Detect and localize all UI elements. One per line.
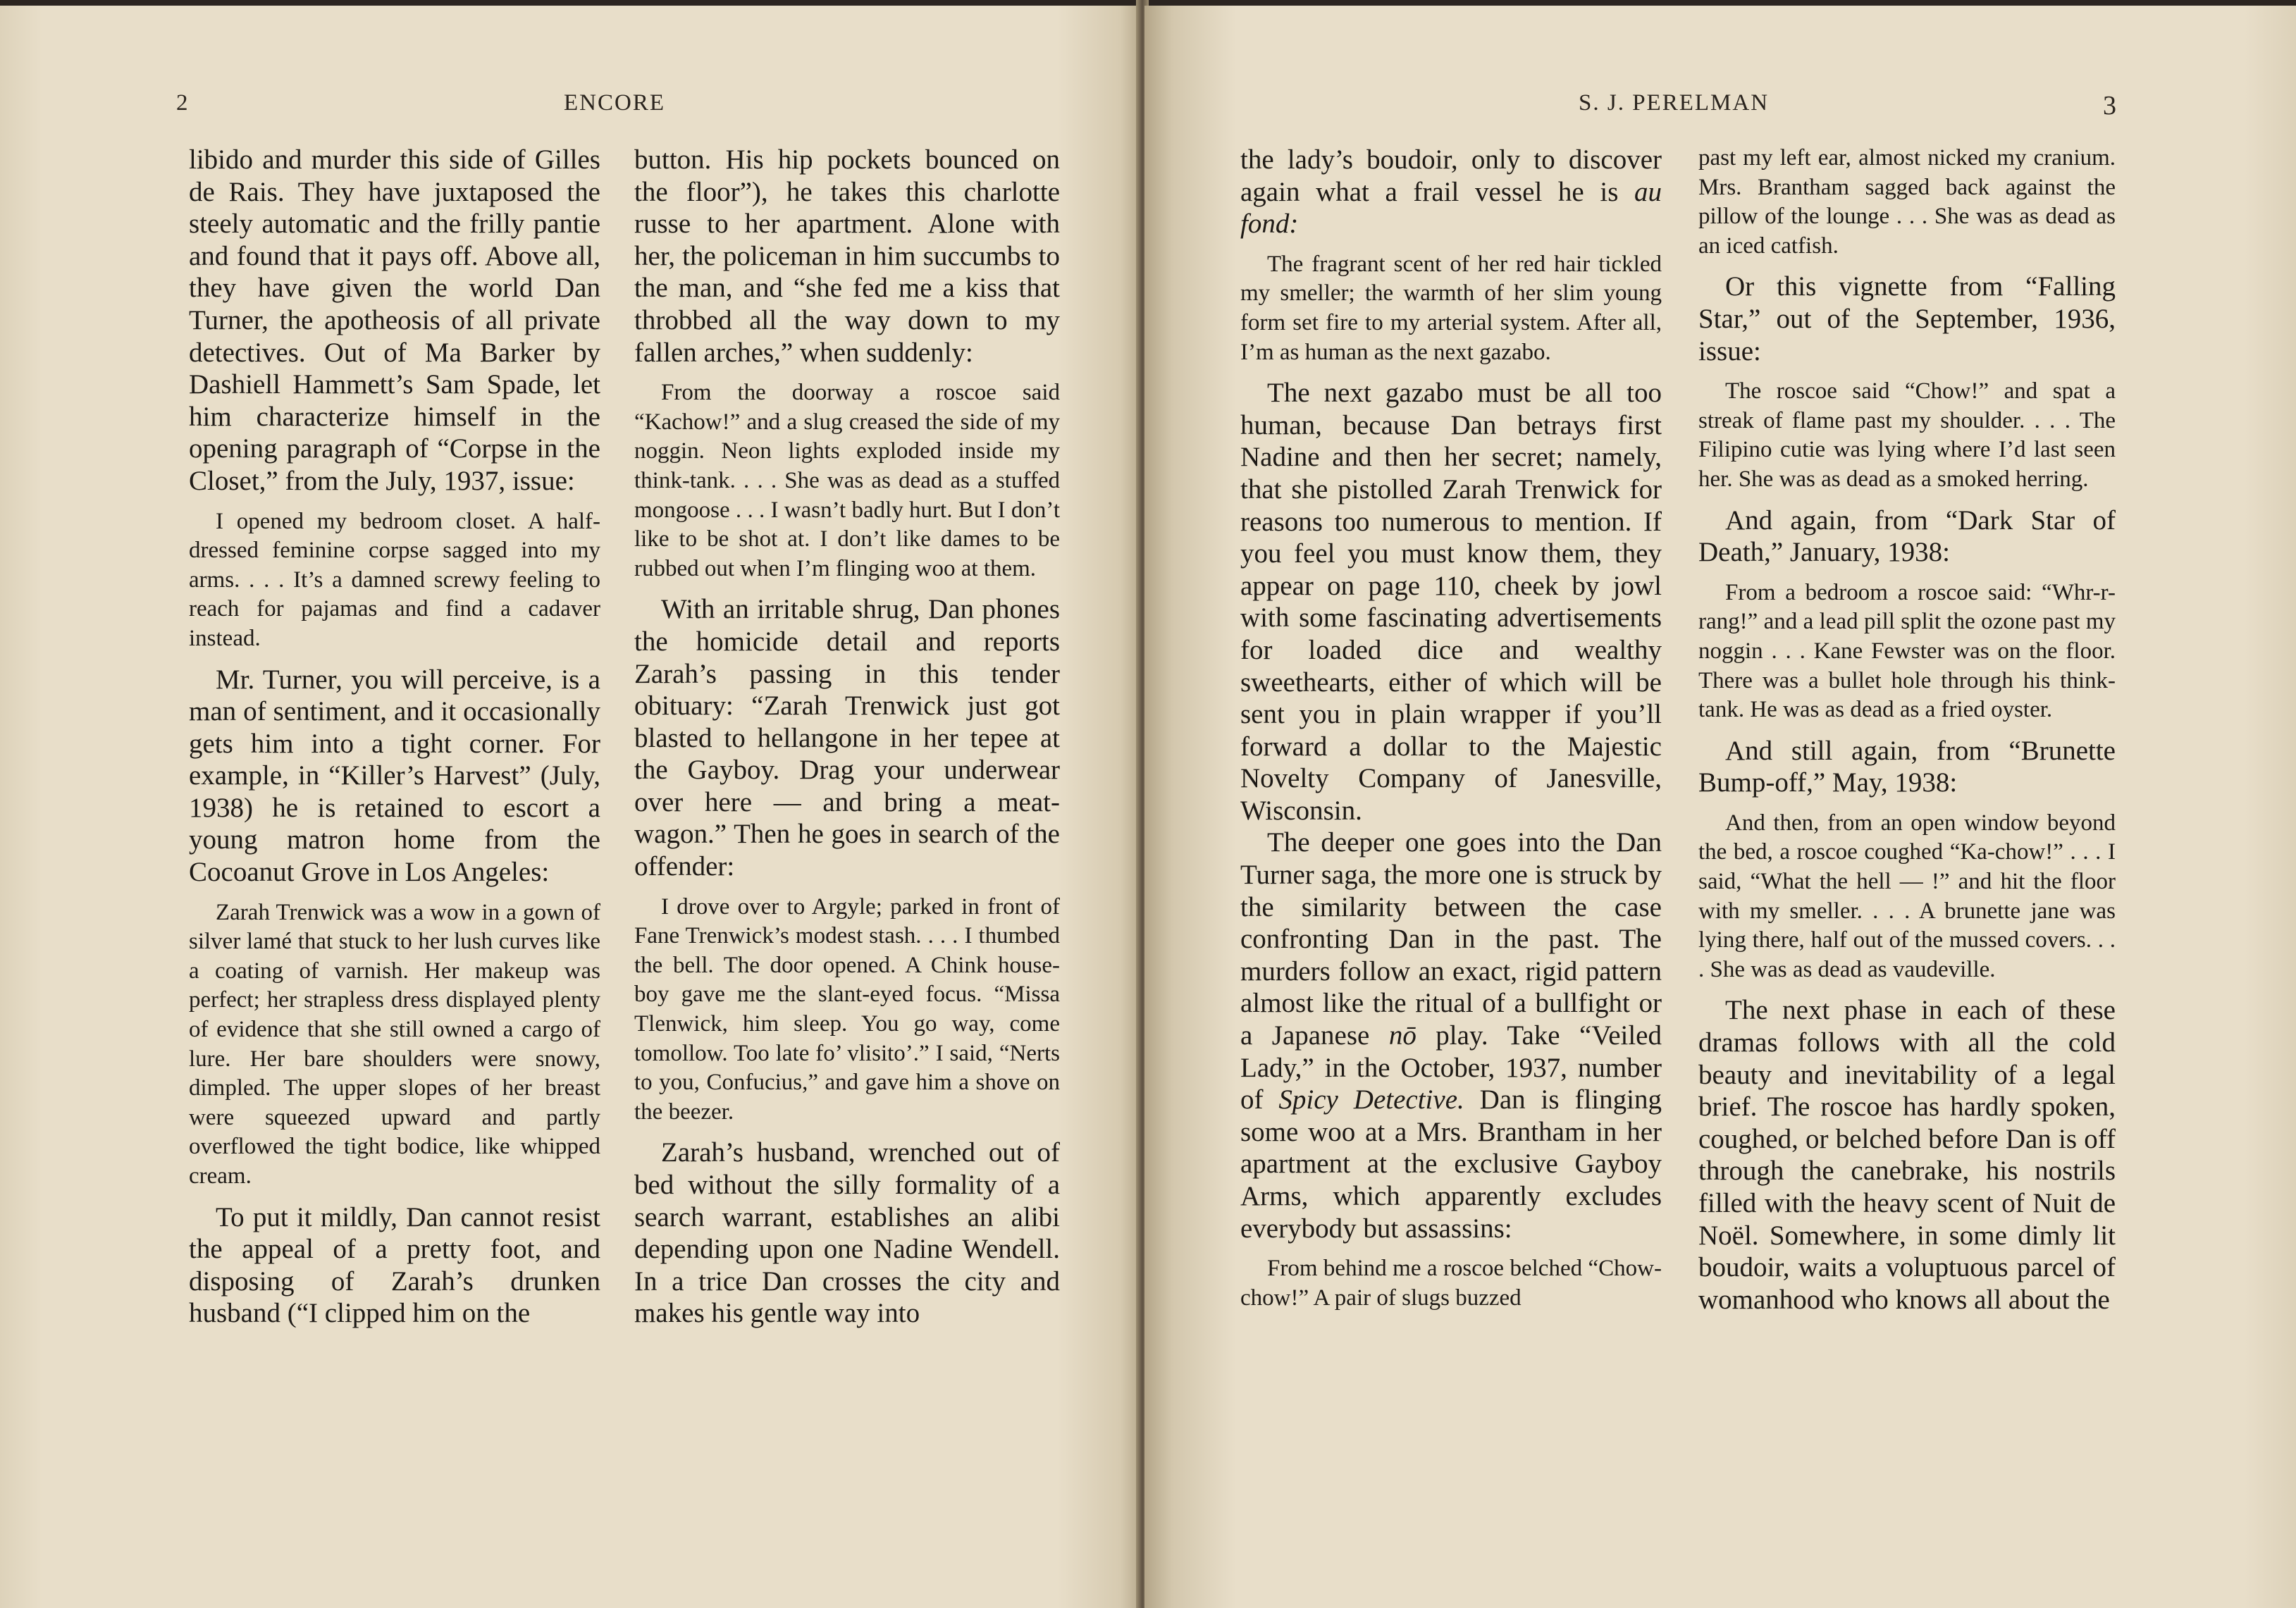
italic-phrase: nō: [1388, 1020, 1417, 1051]
paragraph: And again, from “Dark Star of Death,” January, 1938:: [1698, 505, 2116, 568]
page-number: 3: [2103, 91, 2118, 120]
right-page: [1144, 6, 2296, 1608]
italic-phrase: au fond:: [1240, 176, 1662, 240]
text-column: [189, 144, 600, 1330]
paragraph-text: play. Take “Veiled Lady,” in the October, 1937, number of: [1240, 1020, 1662, 1115]
paragraph: And still again, from “Brunette Bump-off,” May, 1938:: [1698, 735, 2116, 798]
paragraph-text: Dan is flinging some woo at a Mrs. Brantham in her apartment at the exclusive Gayboy Arms, which apparently excludes everybody but assassins:: [1240, 1084, 1662, 1244]
paragraph: With an irritable shrug, Dan phones the homicide detail and reports Zarah’s passing in this tender obituary: “Zarah Trenwick just got blasted to hellangone in her tepee at the Gayboy. Drag your underwear over here — and bring a meat-wagon.” Then he goes in search of the offender:: [634, 594, 1060, 882]
running-head: ENCORE: [564, 90, 665, 116]
left-page: [0, 6, 1140, 1608]
paragraph: libido and murder this side of Gilles de Rais. They have juxtaposed the steely automatic and the frilly pantie and found that it pays off. Above all, they have given the world Dan Turner, the apotheosis of all private detectives. Out of Ma Barker by Dashiell Hammett’s Sam Spade, let him characterize himself in the opening paragraph of “Corpse in the Closet,” from the July, 1937, issue:: [189, 144, 600, 496]
block-quote: past my left ear, almost nicked my cranium. Mrs. Brantham sagged back against the pillow of the lounge . . . She was as dead as an iced catfish.: [1698, 145, 2116, 259]
block-quote: From a bedroom a roscoe said: “Whr-r-rang!” and a lead pill split the ozone past my noggin . . . Kane Fewster was on the floor. There was a bullet hole through his think-tank. He was as dead as a fried oyster.: [1698, 579, 2116, 723]
running-head: S. J. PERELMAN: [1579, 90, 1770, 116]
paragraph: The next phase in each of these dramas follows with all the cold beauty and inevitability of a legal brief. The roscoe has hardly spoken, coughed, or belched before Dan is off through the canebrake, his nostrils filled with the heavy scent of Nuit de Noël. Somewhere, in some dimly lit boudoir, waits a voluptuous parcel of womanhood who knows all about the: [1698, 995, 2116, 1315]
text-column: [634, 144, 1060, 1330]
paragraph: button. His hip pockets bounced on the floor”), he takes this charlotte russe to her apartment. Alone with her, the policeman in him succumbs to the man, and “she fed me a kiss that throbbed all the way down to my fallen arches,” when suddenly:: [634, 144, 1060, 368]
block-quote: And then, from an open window beyond the bed, a roscoe coughed “Ka-chow!” . . . I said, “What the hell — !” and hit the floor with my smeller. . . . A brunette jane was lying there, half out of the mussed covers. . . . She was as dead as vaudeville.: [1698, 810, 2116, 982]
paragraph: [1240, 144, 1662, 240]
block-quote: From behind me a roscoe belched “Chow-chow!” A pair of slugs buzzed: [1240, 1256, 1662, 1311]
text-column: [1240, 144, 1662, 1323]
italic-title: Spicy Detective.: [1278, 1084, 1464, 1115]
block-quote: I drove over to Argyle; parked in front of Fane Trenwick’s modest stash. . . . I thumbed the bell. The door opened. A Chink house-boy gave me the slant-eyed focus. “Missa Tlenwick, him sleep. You go way, come tomollow. Too late fo’ vlisito’.” I said, “Nerts to you, Confucius,” and gave him a shove on the beezer.: [634, 893, 1060, 1125]
paragraph: Or this vignette from “Falling Star,” out of the September, 1936, issue:: [1698, 271, 2116, 366]
paragraph: [1240, 827, 1662, 1244]
page-number: 2: [176, 90, 190, 116]
paragraph: The next gazabo must be all too human, because Dan betrays first Nadine and then her secret; namely, that she pistolled Zarah Trenwick for reasons too numerous to mention. If you feel you must know them, they appear on page 110, cheek by jowl with some fascinating advertisements for loaded dice and wealthy sweethearts, either of which will be sent you in plain wrapper if you’ll forward a dollar to the Majestic Novelty Company of Janesville, Wisconsin.: [1240, 378, 1662, 826]
paragraph: Zarah’s husband, wrenched out of bed without the silly formality of a search warrant, establishes an alibi depending upon one Nadine Wendell. In a trice Dan crosses the city and makes his gentle way into: [634, 1137, 1060, 1329]
block-quote: Zarah Trenwick was a wow in a gown of silver lamé that stuck to her lush curves like a coating of varnish. Her makeup was perfect; her strapless dress displayed plenty of evidence that she still owned a cargo of lure. Her bare shoulders were snowy, dimpled. The upper slopes of her breast were squeezed upward and partly overflowed the tight bodice, like whipped cream.: [189, 899, 600, 1189]
block-quote: The roscoe said “Chow!” and spat a streak of flame past my shoulder. . . . The Filipino cutie was lying where I’d last seen her. She was as dead as a smoked herring.: [1698, 378, 2116, 492]
paragraph-text: The deeper one goes into the Dan Turner saga, the more one is struck by the similarity between the case confronting Dan in the past. The murders follow an exact, rigid pattern almost like the ritual of a bullfight or a Japanese: [1240, 827, 1662, 1051]
paragraph: To put it mildly, Dan cannot resist the appeal of a pretty foot, and disposing of Zarah’s drunken husband (“I clipped him on the: [189, 1201, 600, 1329]
block-quote: The fragrant scent of her red hair tickled my smeller; the warmth of her slim young form set fire to my arterial system. After all, I’m as human as the next gazabo.: [1240, 251, 1662, 365]
text-column: [1698, 144, 2116, 1316]
paragraph: Mr. Turner, you will perceive, is a man of sentiment, and it occasionally gets him into a tight corner. For example, in “Killer’s Harvest” (July, 1938) he is retained to escort a young matron home from the Cocoanut Grove in Los Angeles:: [189, 664, 600, 888]
block-quote: I opened my bedroom closet. A half-dressed feminine corpse sagged into my arms. . . . It’s a damned screwy feeling to reach for pajamas and find a cadaver instead.: [189, 508, 600, 651]
block-quote: From the doorway a roscoe said “Kachow!” and a slug creased the side of my noggin. Neon lights exploded inside my think-tank. . . . She was as dead as a stuffed mongoose . . . I wasn’t badly hurt. But I don’t like to be shot at. I don’t like dames to be rubbed out when I’m flinging woo at them.: [634, 380, 1060, 581]
paragraph-text: the lady’s boudoir, only to discover again what a frail vessel he is: [1240, 144, 1662, 207]
